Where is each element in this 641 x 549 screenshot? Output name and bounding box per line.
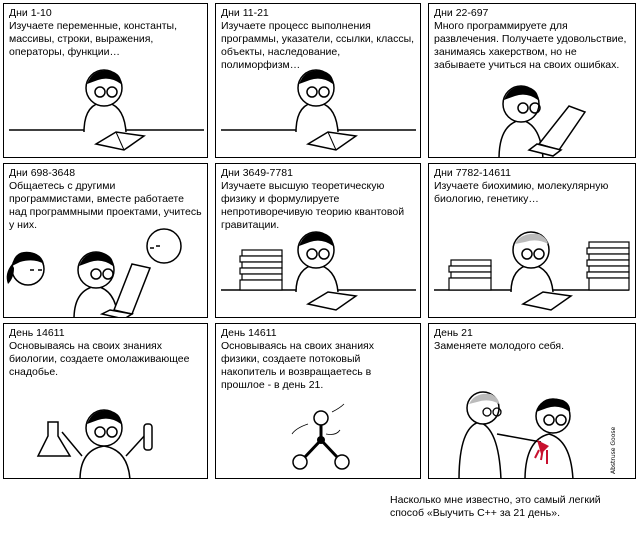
comic-panel-1	[3, 3, 208, 158]
biology-study-books-illustration	[429, 164, 636, 318]
panel-text: Общаетесь с другими программистами, вместе работаете над программными проектами, учитесь у них.	[9, 180, 202, 231]
panel-text: Изучаете биохимию, молекулярную биологию, генетику…	[434, 180, 609, 205]
comic-panel-4	[3, 163, 208, 318]
programmer-reading-book-illustration	[216, 4, 421, 158]
panel-day: Дни 1-10	[9, 7, 52, 19]
physics-study-books-illustration	[216, 164, 421, 318]
panel-day: День 14611	[221, 327, 277, 339]
panel-day: Дни 698-3648	[9, 167, 76, 179]
panel-text: Основываясь на своих знаниях физики, создаете потоковый накопитель и возвращаетесь в прошлое - в день 21.	[221, 340, 374, 391]
panel-day: Дни 7782-14611	[434, 167, 511, 179]
programmers-collaborating-illustration	[4, 164, 208, 318]
rejuvenation-potion-illustration	[4, 324, 208, 479]
footer-caption: Насколько мне известно, это самый легкий способ «Выучить С++ за 21 день».	[390, 494, 601, 519]
panel-day: Дни 3649-7781	[221, 167, 293, 179]
flux-capacitor-illustration	[216, 324, 421, 479]
panel-day: День 21	[434, 327, 473, 339]
panel-text: Много программируете для развлечения. Получаете удовольствие, занимаясь хакерством, но не забываете учиться на своих ошибках.	[434, 20, 627, 71]
comic-panel-2	[215, 3, 421, 158]
panel-day: Дни 11-21	[221, 7, 269, 19]
comic-panel-7	[3, 323, 208, 479]
panel-text: Изучаете переменные, константы, массивы, строки, выражения, операторы, функции…	[9, 20, 178, 58]
programmer-reading-book-illustration	[4, 4, 208, 158]
comic-panel-9	[428, 323, 636, 479]
panel-text: Изучаете высшую теоретическую физику и формулируете непротиворечивую теорию квантовой гравитации.	[221, 180, 405, 231]
panel-text: Изучаете процесс выполнения программы, указатели, ссылки, классы, объекты, наследование, полиморфизм…	[221, 20, 415, 71]
panel-text: Основываясь на своих знаниях биологии, создаете омолаживающее снадобье.	[9, 340, 190, 378]
comic-panel-6	[428, 163, 636, 318]
panel-day: День 14611	[9, 327, 65, 339]
artist-signature: Abstruse Goose	[610, 426, 617, 474]
comic-panel-3	[428, 3, 636, 158]
replacing-younger-self-illustration	[429, 324, 636, 479]
panel-day: Дни 22-697	[434, 7, 489, 19]
panel-text: Заменяете молодого себя.	[434, 340, 565, 352]
comic-panel-8	[215, 323, 421, 479]
comic-panel-5	[215, 163, 421, 318]
programmer-with-laptop-illustration	[429, 4, 636, 158]
